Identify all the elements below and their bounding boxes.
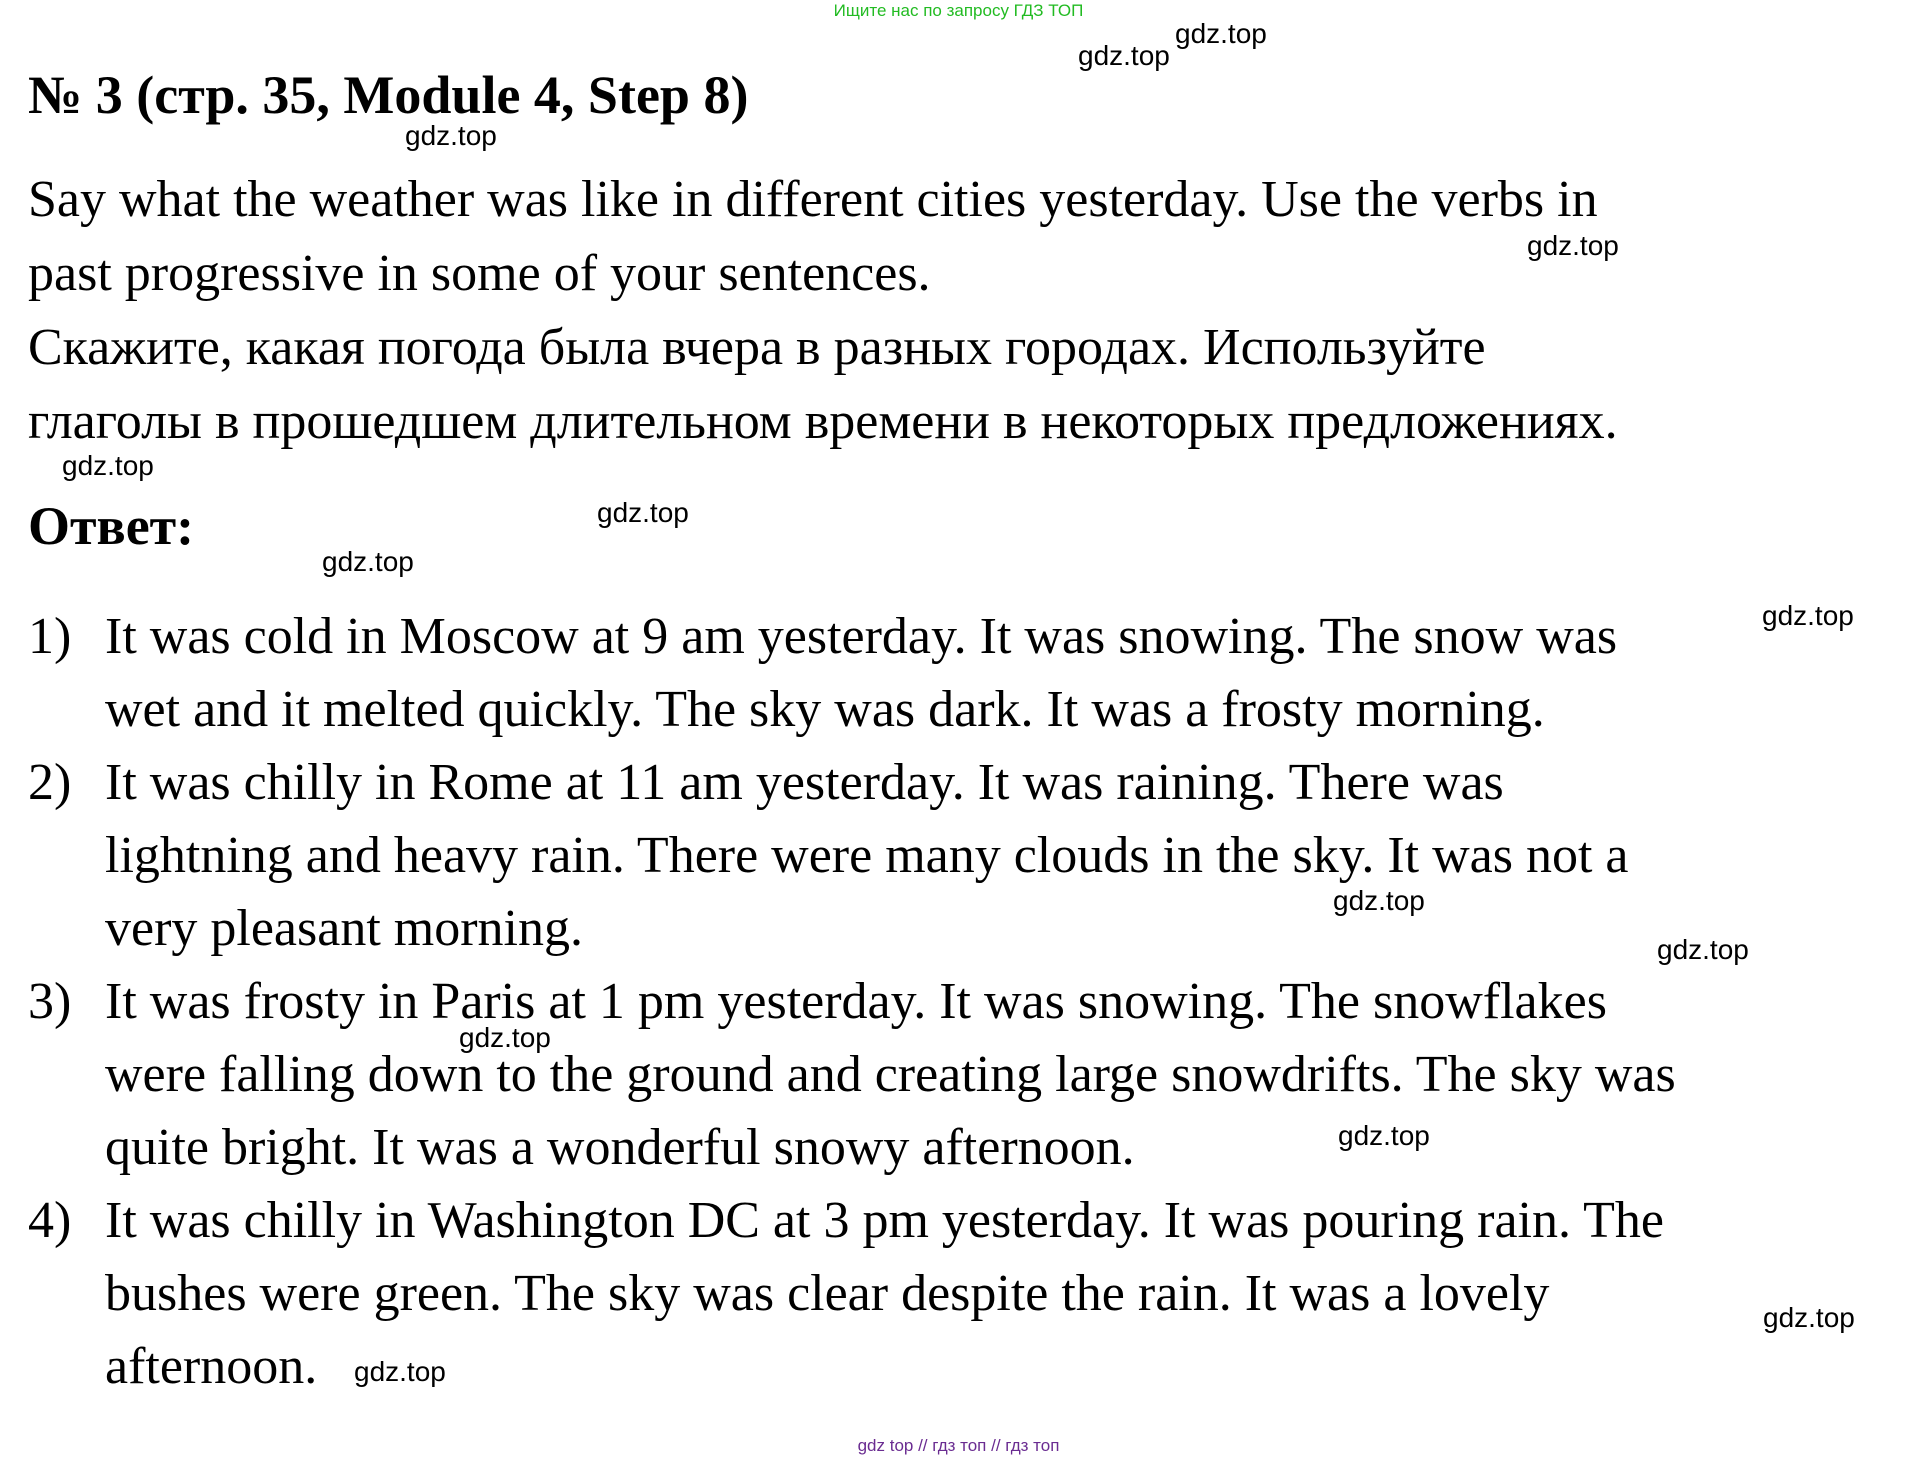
answer-line: wet and it melted quickly. The sky was dark. It was a frosty morning. (105, 681, 1545, 738)
answer-list (28, 600, 1908, 1403)
answer-item (28, 1184, 1908, 1403)
top-banner: Ищите нас по запросу ГДЗ ТОП (833, 1, 1084, 20)
answer-line: It was chilly in Rome at 11 am yesterday. It was raining. There was (105, 754, 1504, 811)
watermark-label: gdz.top (354, 1356, 446, 1387)
instruction-ru-line: Скажите, какая погода была вчера в разных городах. Используйте (28, 319, 1486, 376)
watermark-label: gdz.top (459, 1022, 551, 1053)
answer-number: 3) (28, 973, 72, 1030)
page-title: № 3 (стр. 35, Module 4, Step 8) (28, 65, 749, 125)
watermark-label: gdz.top (1175, 18, 1267, 49)
answer-line: bushes were green. The sky was clear despite the rain. It was a lovely (105, 1265, 1550, 1322)
answer-item (28, 600, 1908, 746)
answer-number: 2) (28, 754, 72, 811)
watermark-label: gdz.top (405, 120, 497, 151)
answer-item (28, 746, 1908, 965)
answer-line: very pleasant morning. (105, 900, 583, 957)
footer-label: gdz top // гдз топ // гдз топ (857, 1436, 1060, 1455)
watermark-label: gdz.top (1763, 1302, 1855, 1333)
instruction-en-line: Say what the weather was like in different cities yesterday. Use the verbs in (28, 171, 1598, 228)
answer-line: lightning and heavy rain. There were many clouds in the sky. It was not a (105, 827, 1629, 884)
watermark-label: gdz.top (597, 497, 689, 528)
watermark-label: gdz.top (1527, 230, 1619, 261)
instruction-en-line: past progressive in some of your sentences. (28, 245, 931, 302)
answer-text (105, 1184, 1664, 1403)
watermark-label: gdz.top (1762, 600, 1854, 631)
answer-text (105, 746, 1629, 965)
watermark-label: gdz.top (322, 546, 414, 577)
answer-line: It was cold in Moscow at 9 am yesterday. It was snowing. The snow was (105, 608, 1618, 665)
answer-number: 4) (28, 1192, 72, 1249)
watermark-label: gdz.top (62, 450, 154, 481)
watermark-label: gdz.top (1078, 40, 1170, 71)
answer-text (105, 600, 1617, 746)
instruction-ru-line: глаголы в прошедшем длительном времени в некоторых предложениях. (28, 393, 1618, 450)
answer-number: 1) (28, 608, 72, 665)
answer-line: It was frosty in Paris at 1 pm yesterday. It was snowing. The snowflakes (105, 973, 1607, 1030)
answer-text (105, 965, 1676, 1184)
answer-line: quite bright. It was a wonderful snowy afternoon. (105, 1119, 1135, 1176)
watermark-label: gdz.top (1338, 1120, 1430, 1151)
answer-line: afternoon. (105, 1338, 318, 1395)
answer-heading: Ответ: (28, 496, 195, 556)
answer-line: were falling down to the ground and creating large snowdrifts. The sky was (105, 1046, 1676, 1103)
watermark-label: gdz.top (1333, 885, 1425, 916)
watermark-label: gdz.top (1657, 934, 1749, 965)
answer-item (28, 965, 1908, 1184)
answer-line: It was chilly in Washington DC at 3 pm yesterday. It was pouring rain. The (105, 1192, 1664, 1249)
